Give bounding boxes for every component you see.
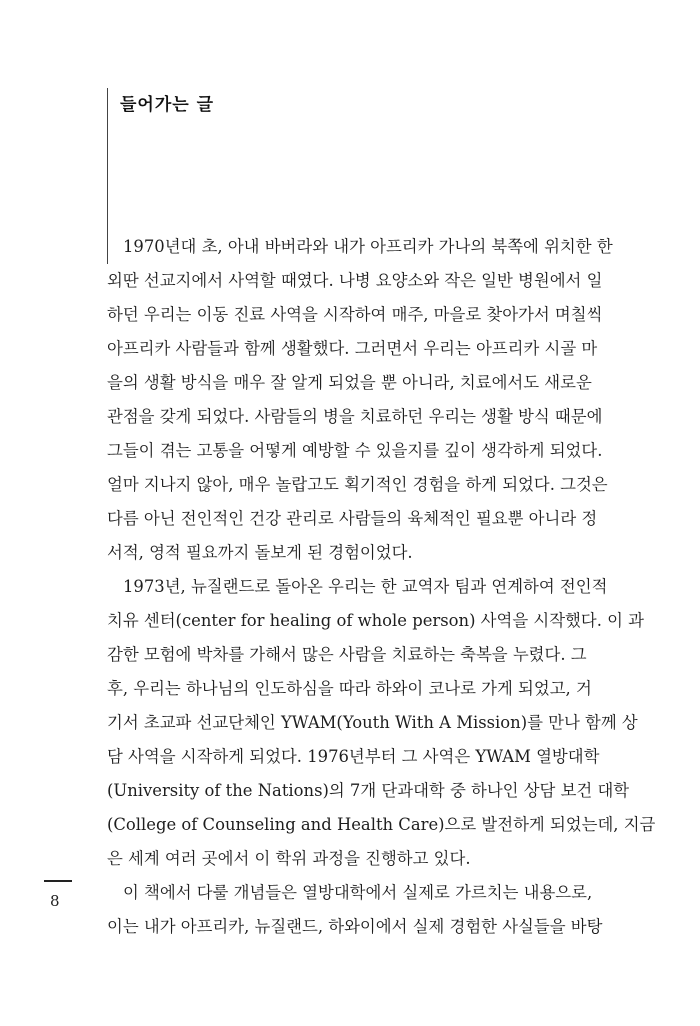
text-line: 하던 우리는 이동 진료 사역을 시작하여 매주, 마을로 찾아가서 며칠씩 [107,305,603,324]
text-line: 을의 생활 방식을 매우 잘 알게 되었을 뿐 아니라, 치료에서도 새로운 [107,373,592,392]
text-line: (University of the Nations)의 7개 단과대학 중 하나인 상담 보건 대학 [107,781,630,800]
text-line: 관점을 갖게 되었다. 사람들의 병을 치료하던 우리는 생활 방식 때문에 [107,407,603,426]
paragraph [107,876,603,944]
paragraph [107,230,613,570]
text-line: 1970년대 초, 아내 바버라와 내가 아프리카 가나의 북쪽에 위치한 한 [123,237,613,256]
text-line: 담 사역을 시작하게 되었다. 1976년부터 그 사역은 YWAM 열방대학 [107,747,600,766]
text-line: 얼마 지나지 않아, 매우 놀랍고도 획기적인 경험을 하게 되었다. 그것은 [107,475,608,494]
text-line: 서적, 영적 필요까지 돌보게 된 경험이었다. [107,543,413,562]
page-number: 8 [50,892,60,910]
text-line: 은 세계 여러 곳에서 이 학위 과정을 진행하고 있다. [107,849,471,868]
text-line: 치유 센터(center for healing of whole person) 사역을 시작했다. 이 과 [107,611,645,630]
section-title: 들어가는 글 [120,95,215,115]
text-line: 그들이 겪는 고통을 어떻게 예방할 수 있을지를 깊이 생각하게 되었다. [107,441,603,460]
text-line: 다름 아닌 전인적인 건강 관리로 사람들의 육체적인 필요뿐 아니라 정 [107,509,598,528]
text-line: 감한 모험에 박차를 가해서 많은 사람을 치료하는 축복을 누렸다. 그 [107,645,587,664]
text-line: (College of Counseling and Health Care)으로 발전하게 되었는데, 지금 [107,815,656,834]
text-line: 이는 내가 아프리카, 뉴질랜드, 하와이에서 실제 경험한 사실들을 바탕 [107,917,603,936]
text-line: 기서 초교파 선교단체인 YWAM(Youth With A Mission)를 만나 함께 상 [107,713,638,732]
text-line: 후, 우리는 하나님의 인도하심을 따라 하와이 코나로 가게 되었고, 거 [107,679,592,698]
body-text [107,230,656,944]
text-line: 외딴 선교지에서 사역할 때였다. 나병 요양소와 작은 일반 병원에서 일 [107,271,603,290]
footer-rule [44,880,72,882]
text-line: 이 책에서 다룰 개념들은 열방대학에서 실제로 가르치는 내용으로, [123,883,593,902]
paragraph [107,570,656,876]
text-line: 아프리카 사람들과 함께 생활했다. 그러면서 우리는 아프리카 시골 마 [107,339,598,358]
text-line: 1973년, 뉴질랜드로 돌아온 우리는 한 교역자 팀과 연계하여 전인적 [123,577,608,596]
